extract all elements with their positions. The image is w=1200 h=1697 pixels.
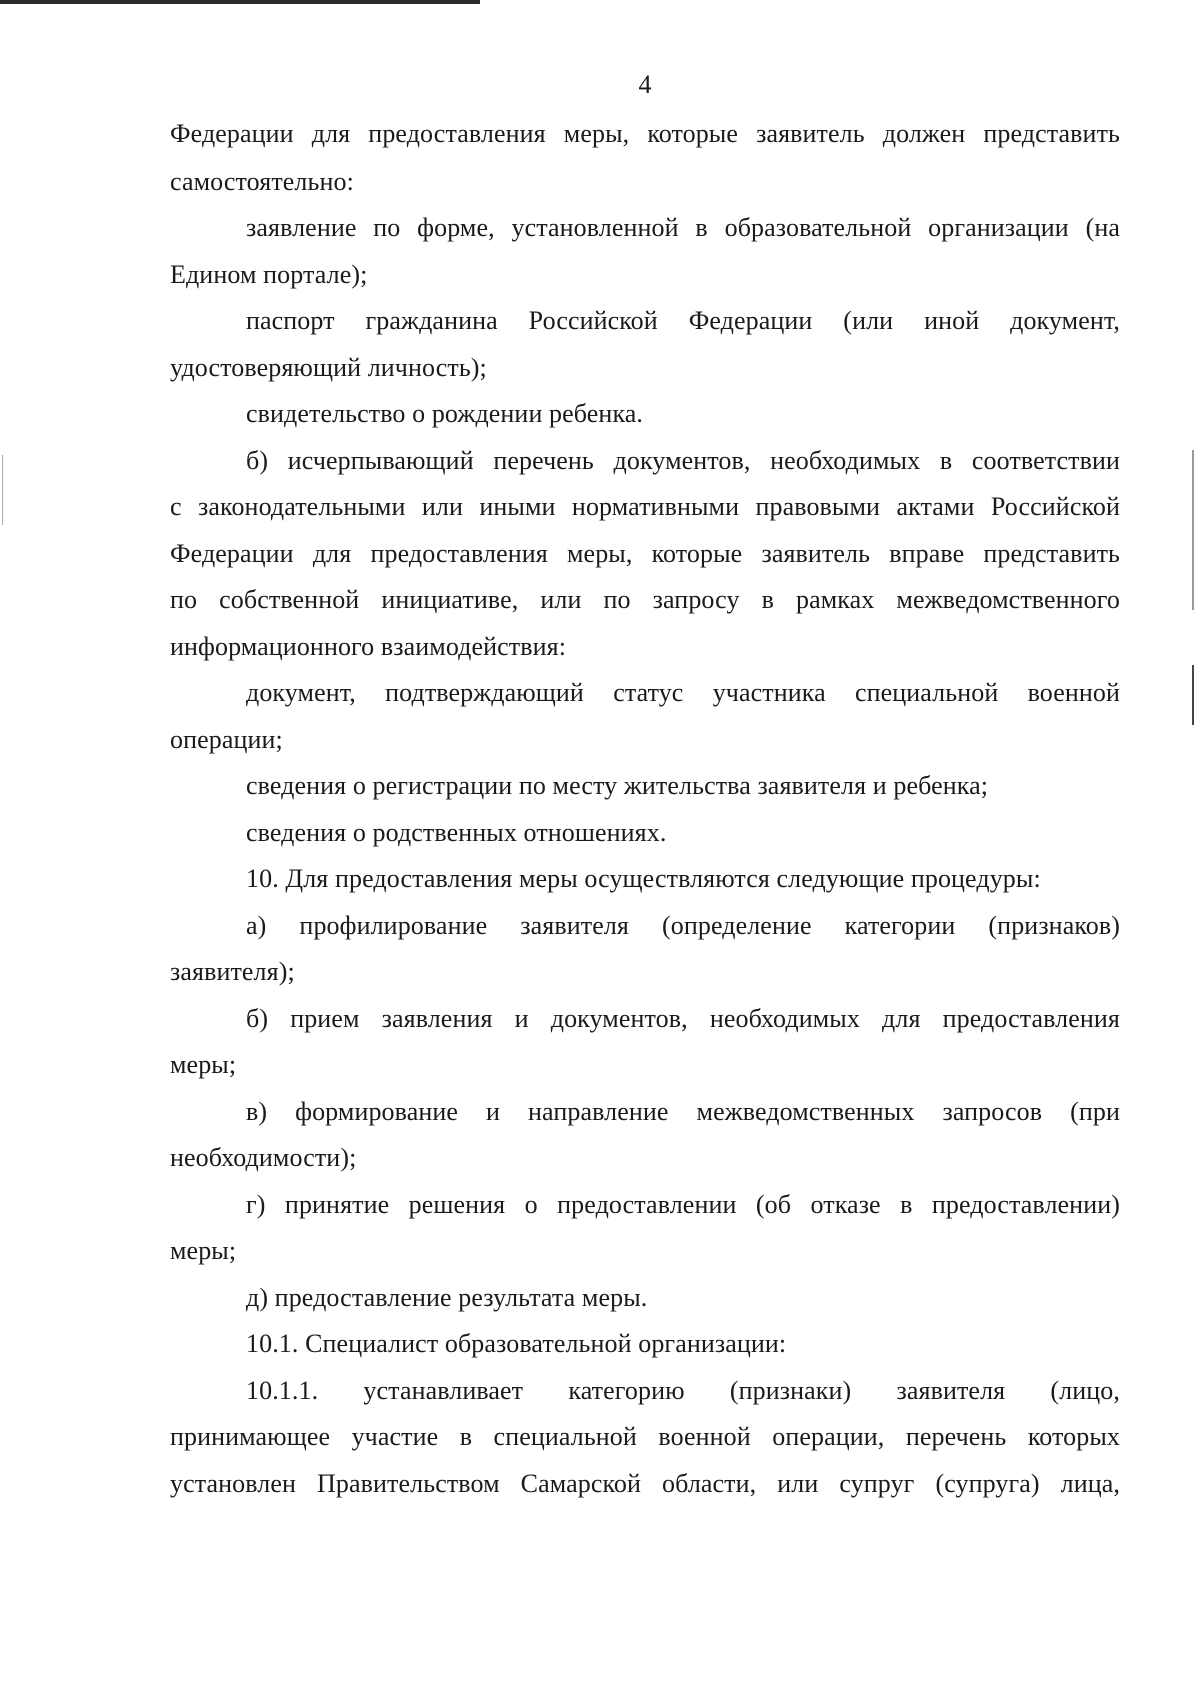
scan-left-mark (2, 455, 3, 525)
text-line: б) прием заявления и документов, необходимых для предоставления (246, 1004, 1120, 1033)
text-line: заявление по форме, установленной в образовательной организации (на (246, 213, 1120, 242)
text-line: необходимости); (170, 1143, 357, 1172)
scan-top-edge (0, 0, 480, 4)
scan-edge-mark (1192, 450, 1194, 610)
text-line: 10.1.1. устанавливает категорию (признаки) заявителя (лицо, (246, 1376, 1120, 1405)
text-line: б) исчерпывающий перечень документов, необходимых в соответствии (246, 446, 1120, 475)
text-line: 10. Для предоставления меры осуществляются следующие процедуры: (246, 864, 1041, 893)
text-line: свидетельство о рождении ребенка. (246, 399, 644, 428)
text-line: в) формирование и направление межведомственных запросов (при (246, 1097, 1120, 1126)
scan-edge-mark (1192, 665, 1194, 725)
text-line: самостоятельно: (170, 167, 354, 196)
text-line: удостоверяющий личность); (170, 353, 487, 382)
text-line: сведения о родственных отношениях. (246, 818, 667, 847)
text-line: Едином портале); (170, 260, 368, 289)
text-line: принимающее участие в специальной военной операции, перечень которых (170, 1422, 1120, 1451)
text-line: установлен Правительством Самарской области, или супруг (супруга) лица, (170, 1469, 1120, 1498)
text-line: меры; (170, 1236, 237, 1265)
text-line: г) принятие решения о предоставлении (об отказе в предоставлении) (246, 1190, 1120, 1219)
page-number: 4 (638, 70, 652, 99)
text-line: по собственной инициативе, или по запросу в рамках межведомственного (170, 585, 1120, 614)
text-line: 10.1. Специалист образовательной организации: (246, 1329, 787, 1358)
text-line: заявителя); (170, 957, 295, 986)
text-line: меры; (170, 1050, 237, 1079)
text-line: д) предоставление результата меры. (246, 1283, 648, 1312)
text-line: а) профилирование заявителя (определение категории (признаков) (246, 911, 1120, 940)
text-line: с законодательными или иными нормативными правовыми актами Российской (170, 492, 1120, 521)
text-line: операции; (170, 725, 283, 754)
text-line: информационного взаимодействия: (170, 632, 567, 661)
text-line: документ, подтверждающий статус участника специальной военной (246, 678, 1120, 707)
text-line: Федерации для предоставления меры, которые заявитель вправе представить (170, 539, 1120, 568)
text-line: Федерации для предоставления меры, которые заявитель должен представить (170, 119, 1120, 148)
text-line: паспорт гражданина Российской Федерации (или иной документ, (246, 306, 1120, 335)
text-line: сведения о регистрации по месту жительства заявителя и ребенка; (246, 771, 989, 800)
